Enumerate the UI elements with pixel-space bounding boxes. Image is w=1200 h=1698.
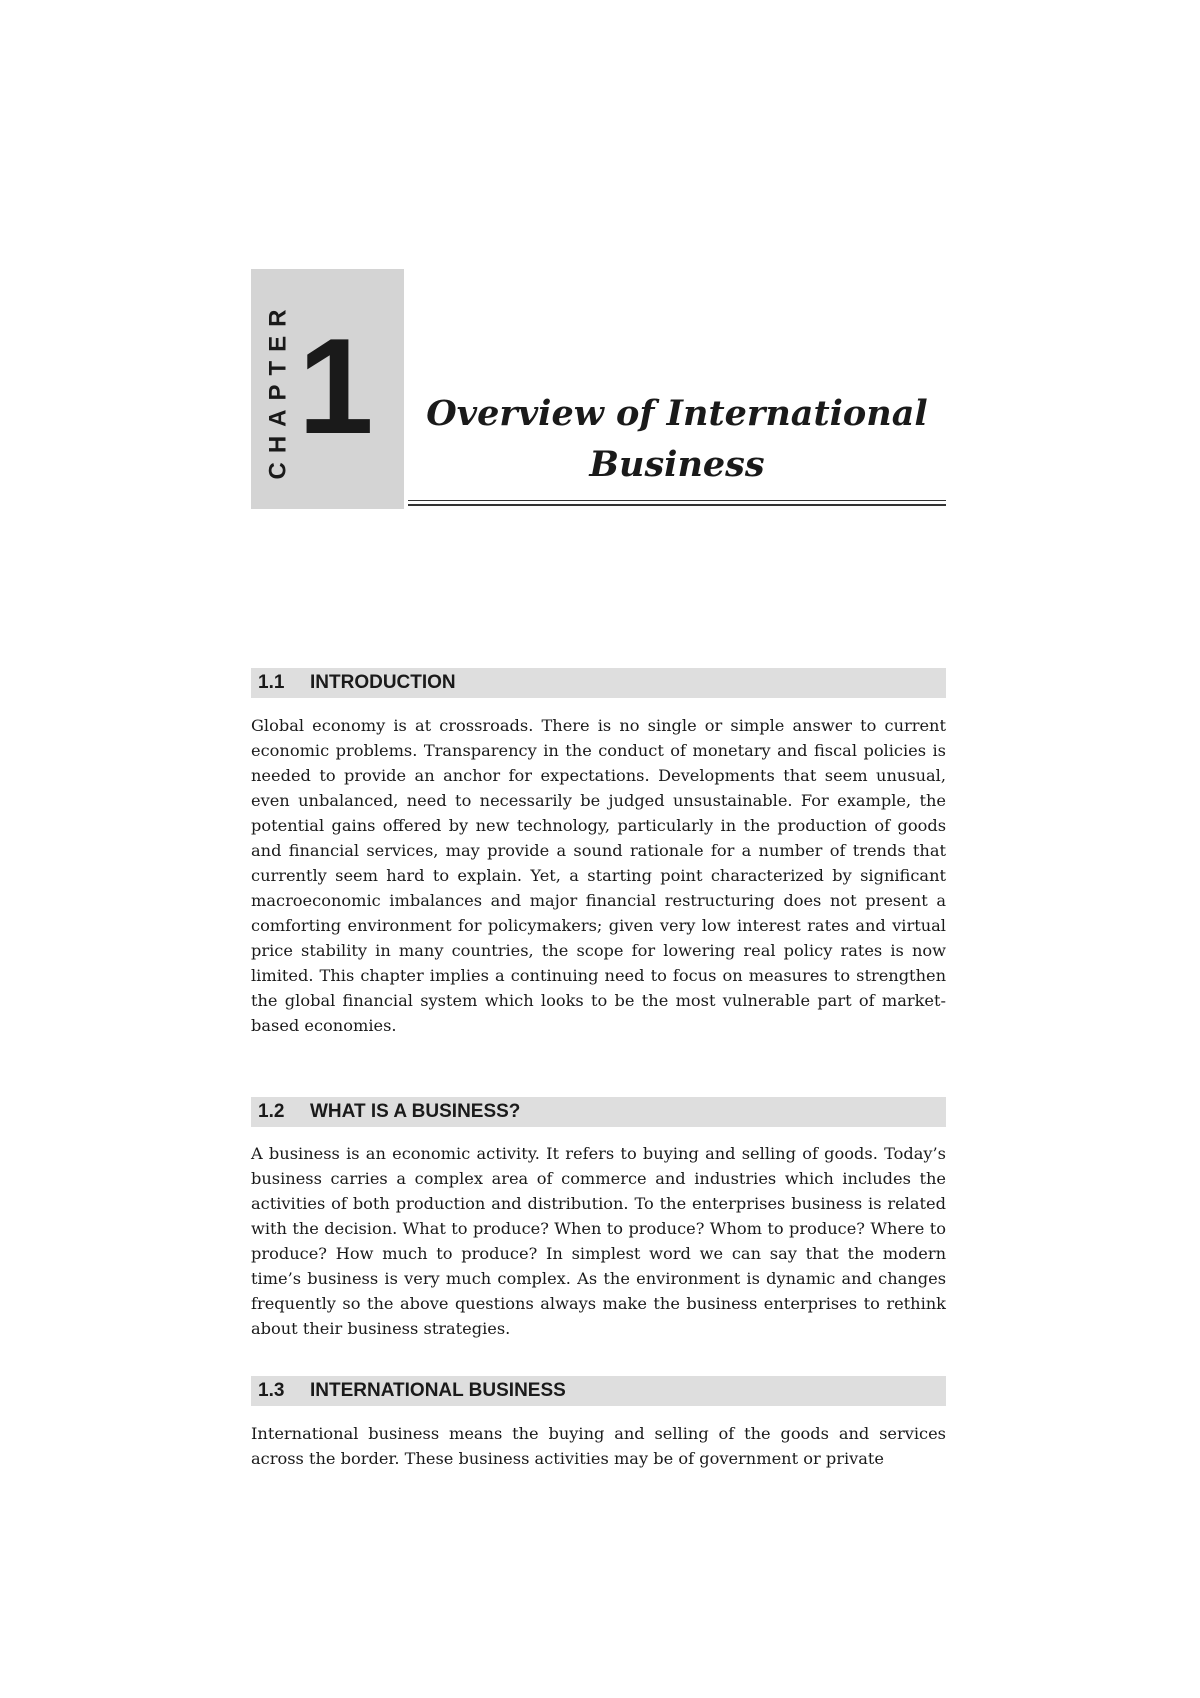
section-number: 1.2: [258, 1101, 285, 1122]
title-double-rule: [408, 500, 946, 506]
section-heading-what-is-a-business: [251, 1097, 946, 1127]
chapter-title: [407, 388, 947, 490]
section-heading-introduction: [251, 668, 946, 698]
chapter-label-text: CHAPTER: [264, 300, 292, 480]
section-body-international-business: International business means the buying and selling of the goods and services across the border. These business activities may be of government or private: [251, 1424, 946, 1468]
section-title: INTERNATIONAL BUSINESS: [310, 1380, 566, 1401]
section-body-introduction: Global economy is at crossroads. There is no single or simple answer to current economic problems. Transparency in the conduct of monetary and fiscal policies is needed to provide an anchor for expectations. Developments that seem unusual, even unbalanced, need to necessarily be judged unsustainable. For example, the potential gains offered by new technology, particularly in the production of goods and financial services, may provide a sound rationale for a number of trends that currently seem hard to explain. Yet, a starting point characterized by significant macroeconomic imbalances and major financial restructuring does not present a comforting environment for policymakers; given very low interest rates and virtual price stability in many countries, the scope for lowering real policy rates is now limited. This chapter implies a continuing need to focus on measures to strengthen the global financial system which looks to be the most vulnerable part of market-based economies.: [251, 716, 946, 1035]
section-heading-international-business: [251, 1376, 946, 1406]
section-title: WHAT IS A BUSINESS?: [310, 1101, 521, 1122]
chapter-title-line-1: Overview of International: [426, 393, 928, 434]
section-number: 1.1: [258, 672, 285, 693]
chapter-number: 1: [298, 310, 374, 462]
chapter-label: [258, 300, 298, 480]
section-number: 1.3: [258, 1380, 285, 1401]
section-title: INTRODUCTION: [310, 672, 456, 693]
chapter-title-line-2: Business: [589, 444, 765, 485]
section-body-what-is-a-business: A business is an economic activity. It refers to buying and selling of goods. Today’s business carries a complex area of commerce and industries which includes the activities of both production and distribution. To the enterprises business is related with the decision. What to produce? When to produce? Whom to produce? Where to produce? How much to produce? In simplest word we can say that the modern time’s business is very much complex. As the environment is dynamic and changes frequently so the above questions always make the business enterprises to rethink about their business strategies.: [251, 1144, 946, 1338]
